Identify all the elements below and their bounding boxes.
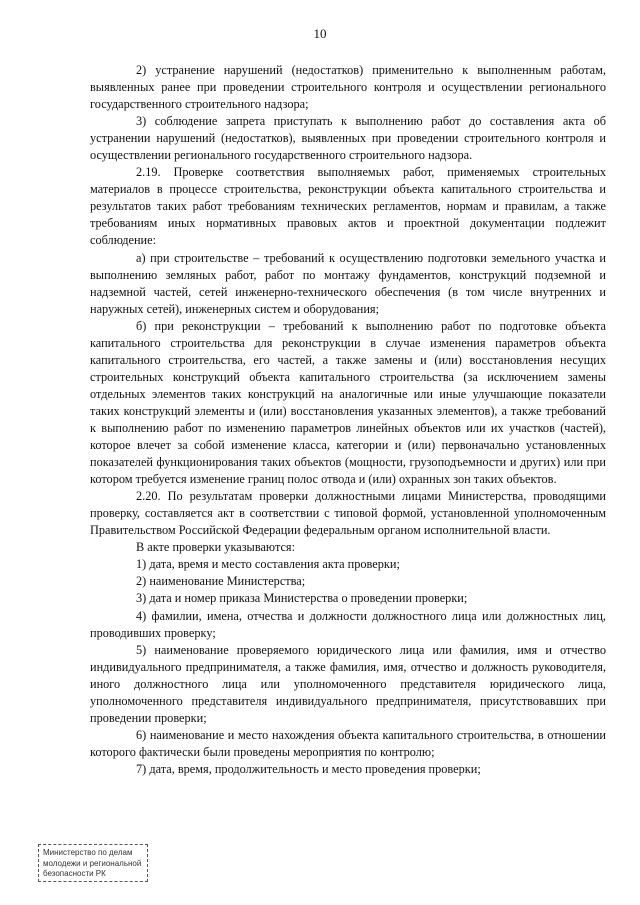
paragraph-item-3: 3) соблюдение запрета приступать к выполнению работ до составления акта об устранении нарушений (недостатков), выявленных при проведении строительного контроля и осуществлении регионального государственного строительного надзора.: [90, 114, 606, 163]
paragraph-section-2-20: 2.20. По результатам проверки должностными лицами Министерства, проводящими проверку, составляется акт в соответствии с типовой формой, установленной уполномоченным Правительством Российской Федерации федеральным органом исполнительной власти.: [90, 489, 606, 538]
paragraph-item-2: 2) устранение нарушений (недостатков) применительно к выполненным работам, выявленных ранее при проведении строительного контроля и осуществлении регионального государственного строительного надзора;: [90, 63, 606, 112]
paragraph-act-intro: В акте проверки указываются:: [136, 540, 295, 555]
list-item-6: 6) наименование и место нахождения объекта капитального строительства, в отношении которого фактически были проведены мероприятия по контролю;: [90, 727, 606, 759]
document-body: [90, 62, 606, 778]
stamp-line: безопасности РК: [43, 869, 106, 878]
list-item-3: 3) дата и номер приказа Министерства о проведении проверки;: [136, 591, 468, 606]
registration-stamp: [38, 844, 148, 882]
paragraph-item-b: б) при реконструкции – требований к выполнению работ по подготовке объекта капитального строительства для реконструкции в случае изменения параметров объекта капитального строительства, его частей, а также замены и (или) восстановления несущих строительных конструкций объекта капитального строительства (за исключением замены отдельных элементов таких конструкций на аналогичные или иные улучшающие показатели таких конструкций элементы и (или) восстановления указанных элементов), а также требований к выполнению работ по изменению параметров линейных объектов или их участков (частей), которое влечет за собой изменение класса, категории и (или) первоначально установленных показателей функционирования таких объектов (мощности, грузоподъемности и других) или при котором требуется изменение границ полос отвода и (или) охранных зон таких объектов.: [90, 318, 606, 487]
paragraph-section-2-19: 2.19. Проверке соответствия выполняемых работ, применяемых строительных материалов в процессе строительства, реконструкции объекта капитального строительства и результатов таких работ требованиям технических регламентов, нормам и правилам, а также требованиям иных нормативных правовых актов и проектной документации подлежит соблюдение:: [90, 165, 606, 248]
list-item-1: 1) дата, время и место составления акта проверки;: [136, 557, 400, 572]
list-item-2: 2) наименование Министерства;: [136, 574, 306, 589]
page-number: 10: [313, 26, 327, 41]
stamp-line: Министерство по делам: [43, 848, 133, 857]
paragraph-item-a: а) при строительстве – требований к осуществлению подготовки земельного участка и выполнению земляных работ, работ по монтажу фундаментов, конструкций подземной и надземной частей, сетей инженерно-технического обеспечения (в том числе внутренних и наружных сетей), инженерных систем и оборудования;: [90, 250, 606, 316]
list-item-4: 4) фамилии, имена, отчества и должности должностного лица или должностных лиц, проводивших проверку;: [90, 608, 606, 640]
stamp-line: молодежи и региональной: [43, 858, 142, 868]
list-item-7: 7) дата, время, продолжительность и место проведения проверки;: [136, 761, 481, 776]
list-item-5: 5) наименование проверяемого юридического лица или фамилия, имя и отчество индивидуального предпринимателя, а также фамилия, имя, отчество и должность руководителя, иного должностного лица или уполномоченного представителя юридического лица, уполномоченного представителя индивидуального предпринимателя, присутствовавших при проведении проверки;: [90, 642, 606, 725]
